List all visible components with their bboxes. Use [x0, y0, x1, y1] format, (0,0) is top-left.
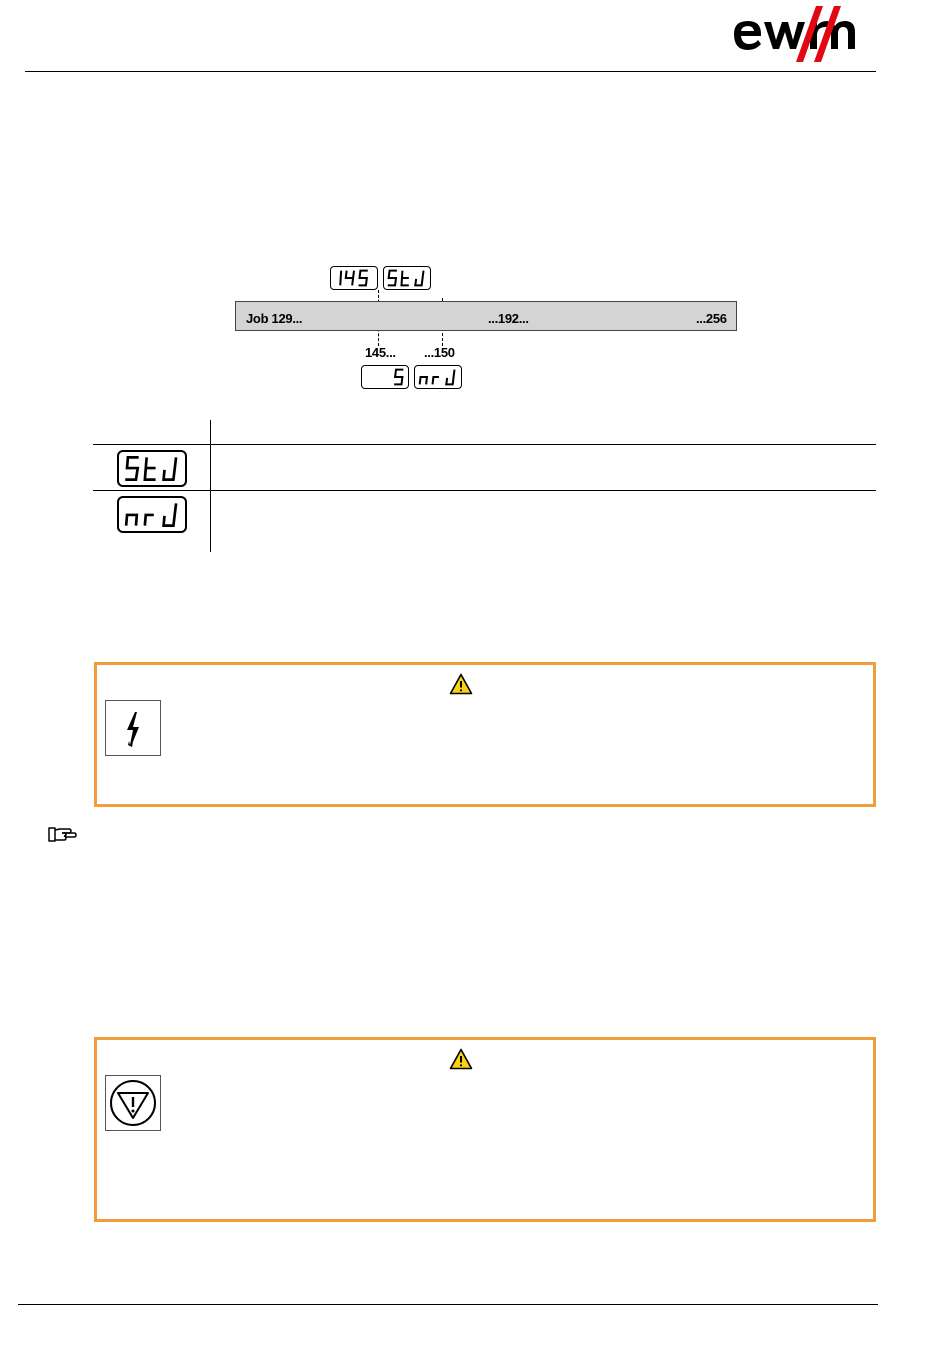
header-rule	[25, 71, 876, 72]
bar-label-end: ...256	[696, 311, 727, 326]
table-display-stj	[117, 450, 187, 487]
lightning-bolt-icon	[105, 700, 161, 756]
warning-triangle-icon	[449, 673, 473, 695]
display-job-number	[330, 266, 378, 290]
display-mode-stj	[383, 266, 431, 290]
warning-box-electric	[94, 662, 876, 807]
warning-triangle-icon	[449, 1048, 473, 1070]
footer-rule	[18, 1304, 878, 1305]
bar-label-start: Job 129...	[246, 311, 303, 326]
table-row-separator	[93, 490, 876, 491]
table-divider	[210, 420, 211, 552]
job-range-bar	[235, 301, 737, 331]
pointing-hand-icon	[47, 825, 77, 845]
display-mode-nrj	[414, 365, 462, 389]
ewm-logo	[730, 4, 862, 64]
table-row-separator	[93, 444, 876, 445]
table-display-nrj	[117, 496, 187, 533]
range-label-start: 145...	[365, 345, 396, 360]
downward-triangle-exclamation-icon	[105, 1075, 161, 1131]
range-label-end: ...150	[424, 345, 455, 360]
warning-box-caution	[94, 1037, 876, 1222]
bar-label-middle: ...192...	[488, 311, 529, 326]
display-job-offset	[361, 365, 409, 389]
